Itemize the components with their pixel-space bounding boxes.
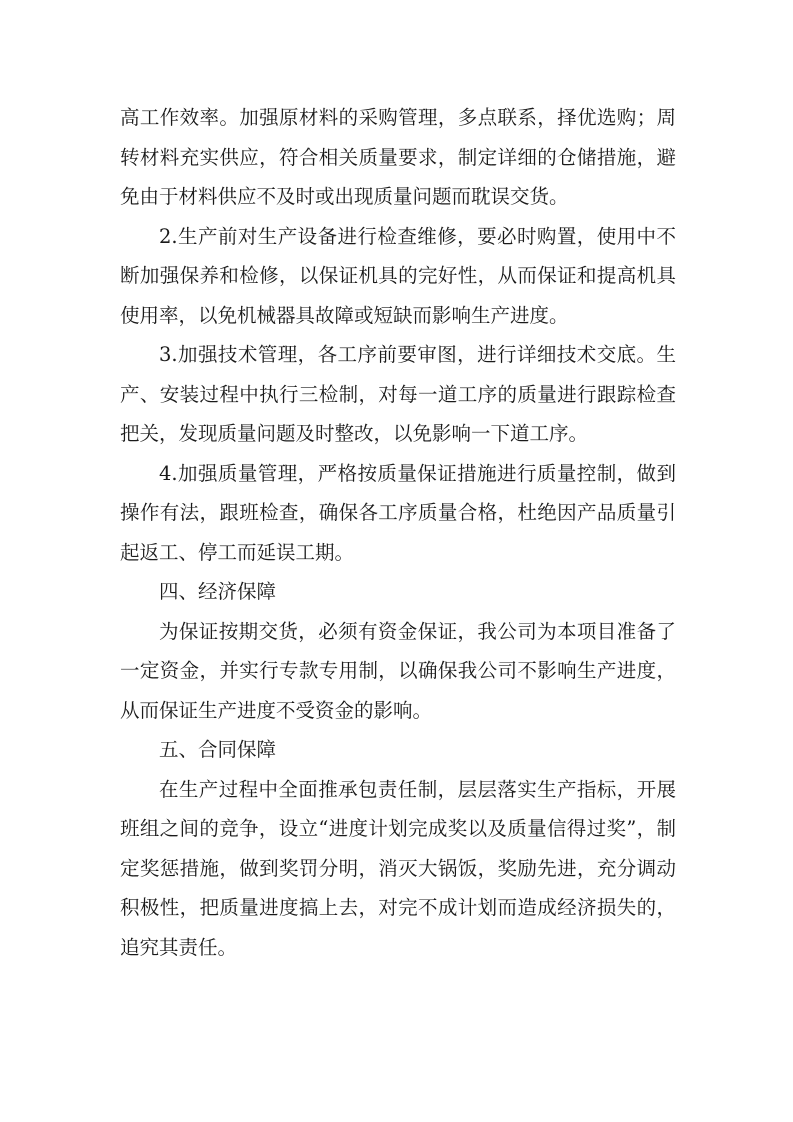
document-body — [120, 98, 676, 967]
paragraph-materials-continued: 高工作效率。加强原材料的采购管理，多点联系，择优选购；周转材料充实供应，符合相关质量要求，制定详细的仓储措施，避免由于材料供应不及时或出现质量问题而耽误交货。 — [120, 106, 676, 208]
section-heading-economic: 四、经济保障 — [159, 580, 277, 603]
paragraph-item-2-equipment: 2.生产前对生产设备进行检查维修，要必时购置，使用中不断加强保养和检修，以保证机具的完好性，从而保证和提高机具使用率，以免机械器具故障或短缺而影响生产进度。 — [120, 224, 676, 327]
section-heading-contract: 五、合同保障 — [159, 738, 277, 761]
paragraph-item-3-technical: 3.加强技术管理，各工序前要审图，进行详细技术交底。生产、安装过程中执行三检制，对每一道工序的质量进行跟踪检查把关，发现质量问题及时整改，以免影响一下道工序。 — [120, 343, 676, 445]
paragraph-item-4-quality: 4.加强质量管理，严格按质量保证措施进行质量控制，做到操作有法，跟班检查，确保各工序质量合格，杜绝因产品质量引起返工、停工而延误工期。 — [120, 461, 676, 564]
paragraph-contract: 在生产过程中全面推承包责任制，层层落实生产指标，开展班组之间的竞争，设立“进度计划完成奖以及质量信得过奖”，制定奖惩措施，做到奖罚分明，消灭大锅饭，奖励先进，充分调动积极性，把质量进度搞上去，对完不成计划而造成经济损失的，追究其责任。 — [120, 777, 676, 959]
paragraph-economic: 为保证按期交货，必须有资金保证，我公司为本项目准备了一定资金，并实行专款专用制，以确保我公司不影响生产进度，从而保证生产进度不受资金的影响。 — [120, 619, 676, 722]
